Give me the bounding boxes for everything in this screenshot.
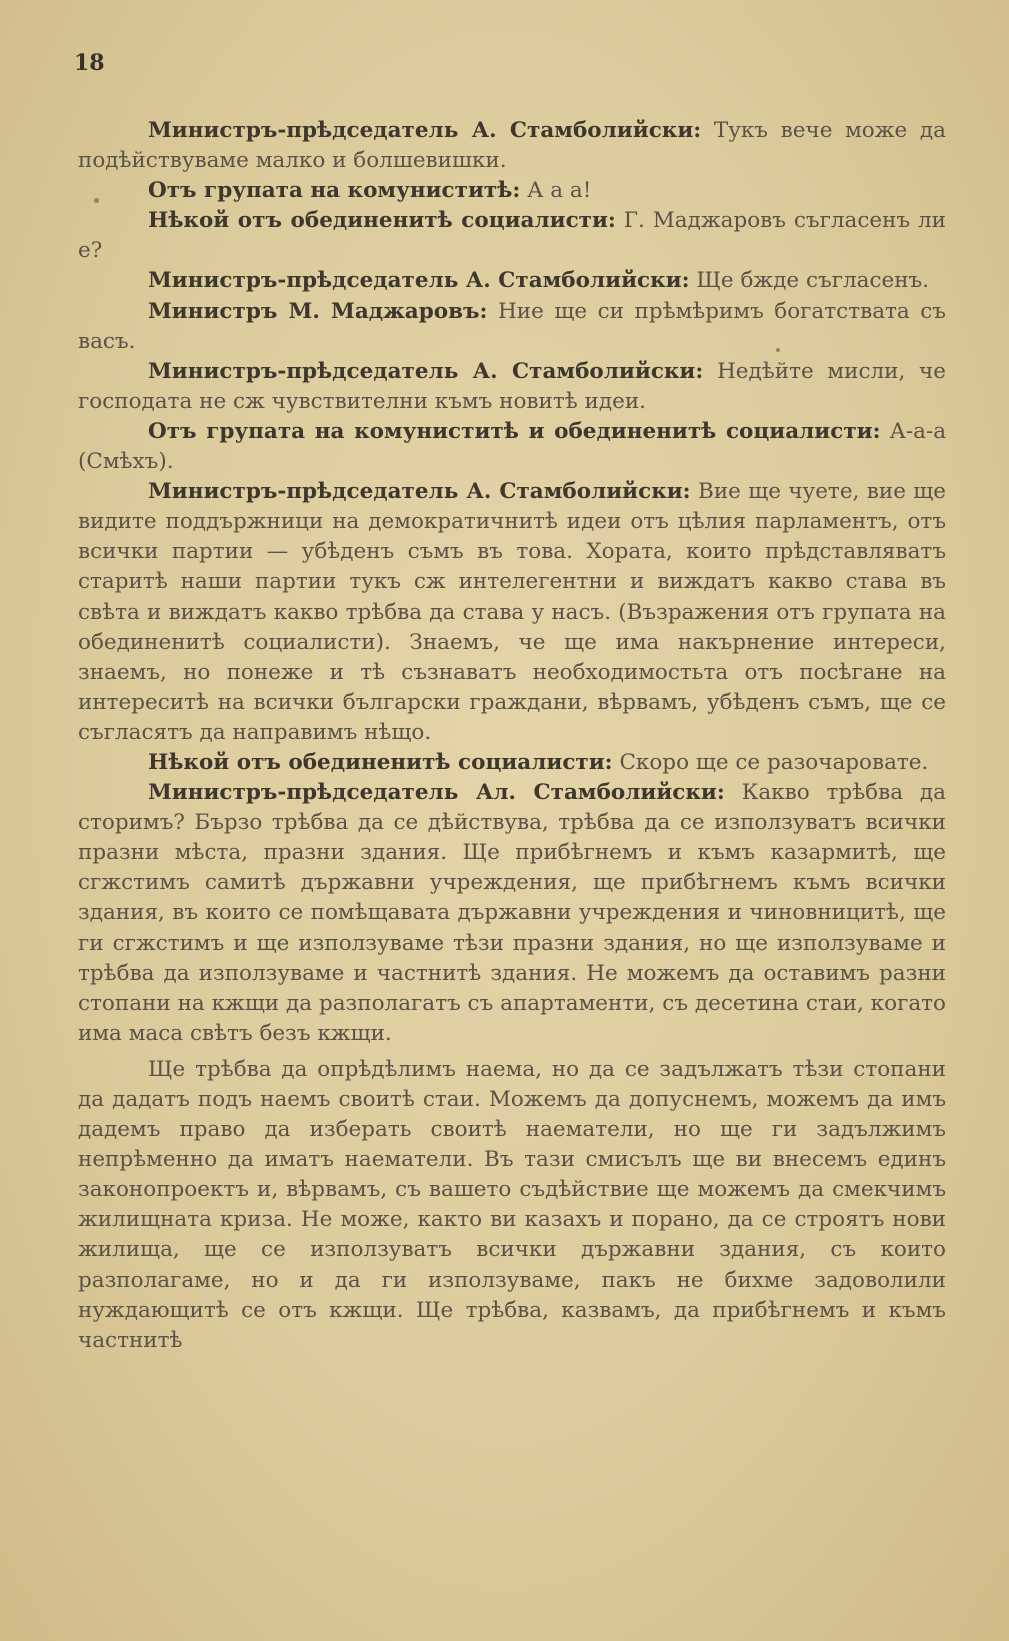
speech-text: Ние ще си прѣмѣримъ богатствата съ васъ. [78, 298, 946, 354]
speaker-name: Министръ-прѣдседатель А. Стамболийски: [148, 358, 704, 384]
transcript-body [78, 116, 946, 1356]
transcript-paragraph [78, 1055, 946, 1356]
transcript-paragraph [78, 116, 946, 176]
transcript-paragraph [78, 477, 946, 748]
speech-text: А а а! [527, 178, 592, 204]
transcript-paragraph [78, 778, 946, 1049]
speech-text: Недѣйте мисли, че господата не сж чувствителни къмъ новитѣ идеи. [78, 358, 946, 414]
transcript-paragraph [78, 357, 946, 417]
speaker-name: Министръ-прѣдседатель А. Стамболийски: [148, 479, 691, 505]
speaker-name: Министръ М. Маджаровъ: [148, 298, 488, 324]
speech-text: А-а-а (Смѣхъ). [78, 418, 947, 475]
speech-text: Г. Маджаровъ съгласенъ ли е? [78, 208, 946, 264]
transcript-paragraph [78, 417, 946, 477]
speaker-name: Министръ-прѣдседатель А. Стамболийски: [148, 268, 690, 294]
transcript-paragraph [78, 206, 946, 266]
transcript-paragraph [78, 176, 946, 206]
speech-text: Ще трѣбва да опрѣдѣлимъ наема, но да се задължатъ тѣзи стопани да дадатъ подъ наемъ своитѣ стаи. Можемъ да допуснемъ, можемъ да имъ дадемъ право да изберать своитѣ наематели, но ще ги задължимъ непрѣменно да иматъ наематели. Въ тази смисълъ ще ви внесемъ единъ законопроектъ и, вѣрвамъ, съ вашето съдѣйствие ще можемъ да смекчимъ жилищната криза. Не може, както ви казахъ и порано, да се строятъ нови жилища, ще се използуватъ всички държавни здания, съ които разполагаме, но и да ги използуваме, пакъ не бихме задоволили нуждающитѣ се отъ кжщи. Ще трѣбва, казвамъ, да прибѣгнемъ и къмъ частнитѣ [78, 1056, 946, 1353]
speech-text: Скоро ще се разочаровате. [619, 749, 929, 775]
speech-text: Какво трѣбва да сторимъ? Бързо трѣбва да се дѣйствува, трѣбва да се използуватъ всички празни мѣста, празни здания. Ще прибѣгнемъ и къмъ казармитѣ, ще сгжстимъ самитѣ държавни учреждения, ще прибѣгнемъ къмъ всички здания, въ които се помѣщавата държавни учреждения и чиновницитѣ, ще ги сгжстимъ и ще използуваме тѣзи празни здания, но ще използуваме и трѣбва да използуваме и частнитѣ здания. Не можемъ да оставимъ разни стопани на кжщи да разполагатъ съ апартаменти, съ десетина стаи, когато има маса свѣтъ безъ кжщи. [78, 780, 946, 1046]
speaker-name: Министръ-прѣдседатель Ал. Стамболийски: [148, 780, 725, 806]
page-number: 18 [74, 50, 105, 76]
speech-text: Вие ще чуете, вие ще видите поддържници на демократичнитѣ идеи отъ цѣлия парламентъ, отъ всички партии — убѣденъ съмъ въ това. Хората, които прѣдставляватъ старитѣ наши партии тукъ сж интелегентни и виждатъ какво става въ свѣта и виждатъ какво трѣбва да става у насъ. (Възражения отъ групата на обединенитѣ социалисти). Знаемъ, че ще има накърнение интереси, знаемъ, но понеже и тѣ съзнаватъ необходимостьта отъ посѣгане на интереситѣ на всички български граждани, вѣрвамъ, убѣденъ съмъ, ще се съгласятъ да направимъ нѣщо. [78, 479, 947, 745]
transcript-paragraph [78, 748, 946, 778]
speaker-name: Нѣкой отъ обединенитѣ социалисти: [148, 208, 616, 234]
transcript-paragraph [78, 266, 946, 296]
speaker-name: Отъ групата на комуниститѣ и обединенитѣ социалисти: [148, 418, 881, 444]
speaker-name: Нѣкой отъ обединенитѣ социалисти: [148, 749, 613, 775]
speaker-name: Министръ-прѣдседатель А. Стамболийски: [148, 118, 702, 143]
transcript-paragraph [78, 297, 946, 357]
speaker-name: Отъ групата на комуниститѣ: [148, 178, 521, 204]
speech-text: Тукъ вече може да подѣйствуваме малко и болшевишки. [78, 118, 946, 174]
speech-text: Ще бжде съгласенъ. [696, 268, 930, 294]
